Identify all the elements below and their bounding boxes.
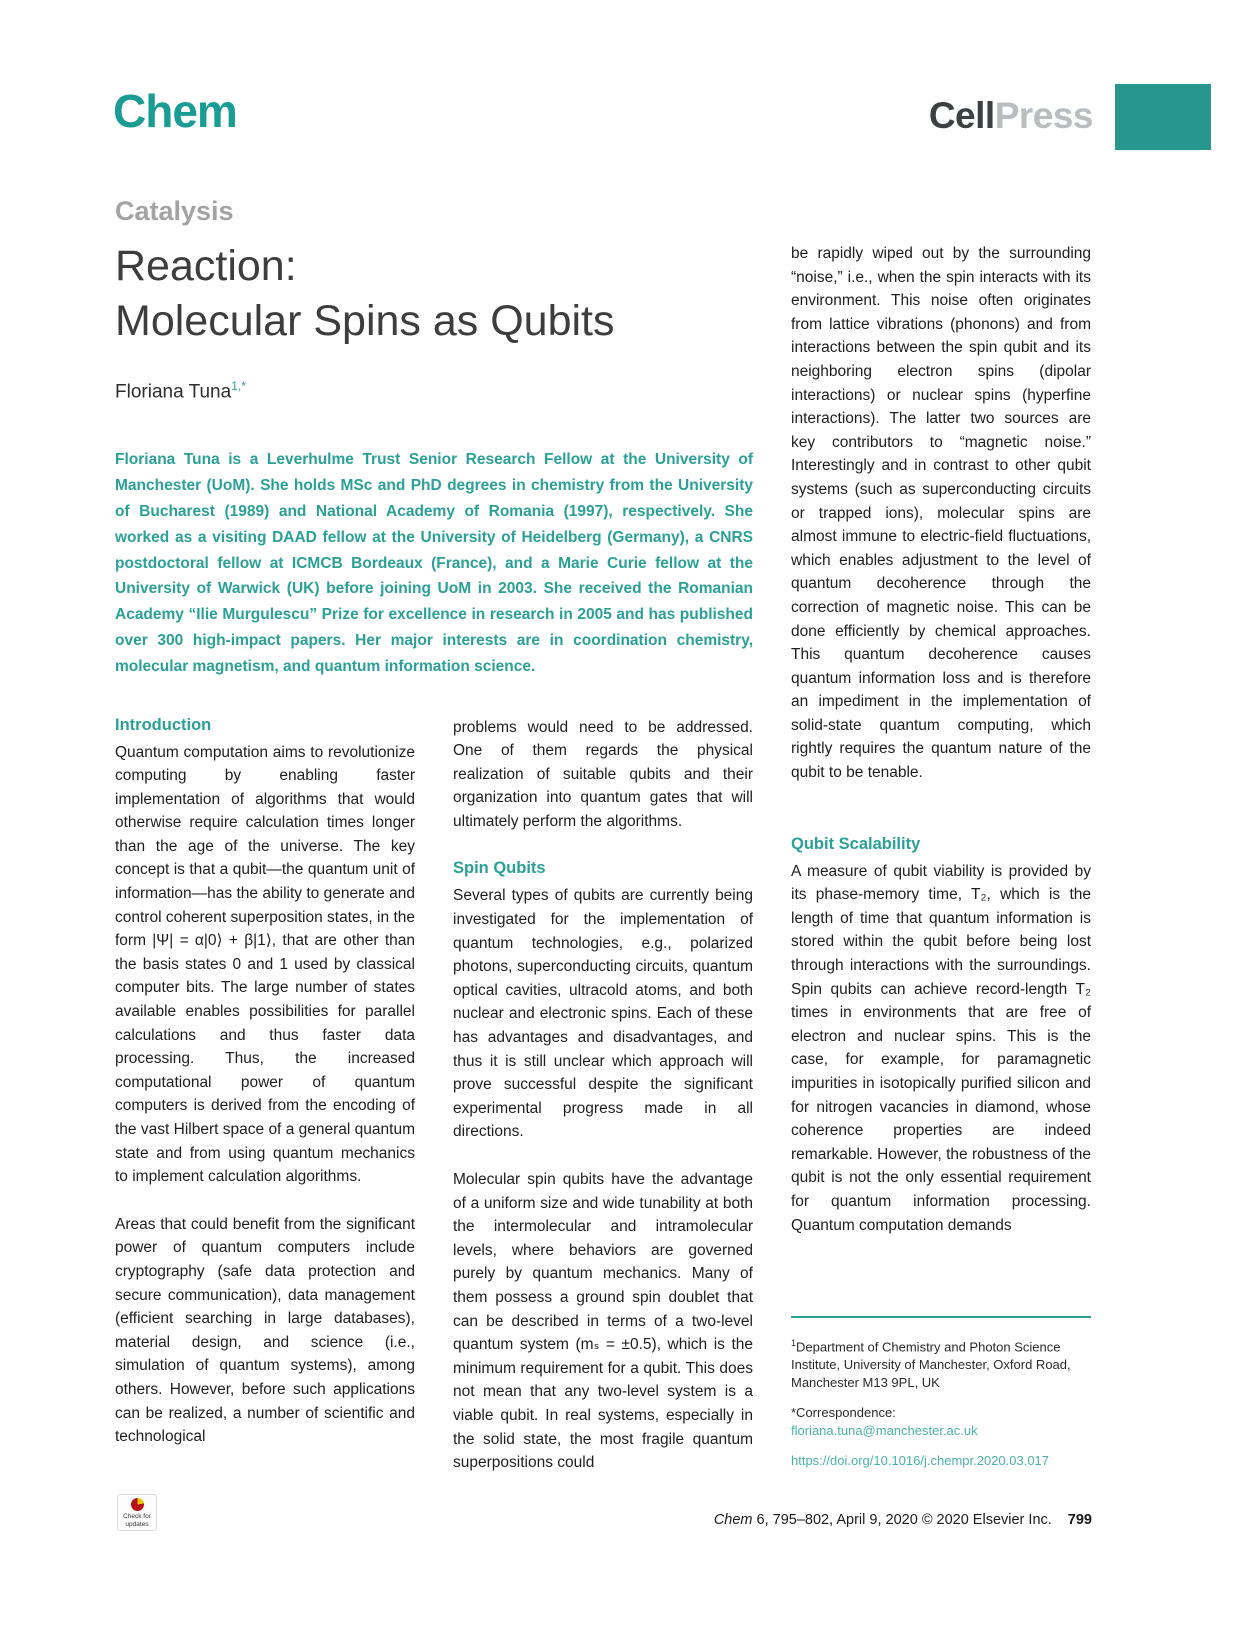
section-heading-qubit-scalability: Qubit Scalability — [791, 834, 921, 853]
author-name — [115, 379, 753, 403]
paragraph: problems would need to be addressed. One of them regards the physical realization of suitable qubits and their organization into quantum gates that will ultimately perform the algorithms. — [453, 718, 753, 830]
section-heading-introduction: Introduction — [115, 715, 212, 734]
correspondence-label: *Correspondence: — [791, 1405, 896, 1420]
footer-page-number: 799 — [1067, 1512, 1092, 1528]
author-bio: Floriana Tuna is a Leverhulme Trust Senior Research Fellow at the University of Manchester (UoM). She holds MSc and PhD degrees in chemistry from the University of Bucharest (1989) and National Academy of Romania (1997), respectively. She worked as a visiting DAAD fellow at the University of Heidelberg (Germany), a CNRS postdoctoral fellow at ICMCB Bordeaux (France), and a Marie Curie fellow at the University of Warwick (UK) before joining UoM in 2003. She received the Romanian Academy “Ilie Murgulescu” Prize for excellence in research in 2005 and has published over 300 high-impact papers. Her major interests are in coordination chemistry, molecular magnetism, and quantum information science. — [115, 451, 753, 675]
correspondence-email-link[interactable]: floriana.tuna@manchester.ac.uk — [791, 1423, 978, 1438]
article-category: Catalysis — [115, 196, 234, 226]
article-main — [115, 196, 753, 1499]
affiliation-text: Department of Chemistry and Photon Science Institute, University of Manchester, Oxford Road, Manchester M13 9PL, UK — [791, 1339, 1071, 1390]
author-affiliation-marker: 1,* — [231, 379, 246, 393]
check-for-updates-badge[interactable] — [117, 1494, 157, 1531]
column-middle — [453, 716, 753, 1499]
chem-journal-logo: Chem — [113, 85, 237, 137]
crossmark-icon — [131, 1498, 144, 1511]
section-heading-spin-qubits: Spin Qubits — [453, 859, 546, 878]
footer-citation-rest: 6, 795–802, April 9, 2020 © 2020 Elsevier Inc. — [752, 1512, 1052, 1528]
doi-link[interactable]: https://doi.org/10.1016/j.chempr.2020.03.017 — [791, 1453, 1050, 1468]
paragraph: Areas that could benefit from the significant power of quantum computers include cryptography (safe data protection and secure communication), data management (efficient searching in large databases), material design, and science (i.e., simulation of quantum systems), among others. However, before such applications can be realized, a number of scientific and technological — [115, 1215, 415, 1446]
cellpress-logo-press: Press — [994, 95, 1093, 136]
footnotes-block — [791, 1316, 1091, 1470]
corner-accent-block — [1115, 84, 1211, 150]
paragraph: Several types of qubits are currently being investigated for the implementation of quantum technologies, e.g., polarized photons, superconducting circuits, quantum optical cavities, ultracold atoms, and both nuclear and electronic spins. Each of these has advantages and disadvantages, and thus it is still unclear which approach will prove successful despite the significant experimental progress made in all directions. — [453, 887, 753, 1141]
affiliation-marker: 1 — [791, 1337, 797, 1348]
article-content — [115, 196, 1091, 1499]
page-footer — [714, 1512, 1092, 1528]
article-title-line2: Molecular Spins as Qubits — [115, 297, 615, 345]
cellpress-logo-cell: Cell — [928, 95, 995, 136]
body-columns — [115, 716, 753, 1499]
check-for-updates-label: Check for updates — [123, 1513, 151, 1528]
paragraph: A measure of qubit viability is provided by its phase-memory time, T₂, which is the length of time that quantum information is stored within the qubit before being lost through interactions with the surroundings. Spin qubits can achieve record-length T₂ times in environments that are free of electron and nuclear spins. This is the case, for example, for paramagnetic impurities in isotopically purified silicon and for nitrogen vacancies in diamond, whose coherence properties are indeed remarkable. However, the robustness of the qubit is not the only essential requirement for quantum information processing. Quantum computation demands — [791, 862, 1091, 1234]
doi-footnote — [791, 1452, 1091, 1470]
footnote-divider — [791, 1316, 1091, 1318]
correspondence-footnote — [791, 1404, 1091, 1440]
column-right — [791, 196, 1091, 1470]
author-name-text: Floriana Tuna — [115, 381, 232, 403]
cellpress-logo — [929, 95, 1093, 137]
column-left — [115, 716, 415, 1499]
paragraph: Quantum computation aims to revolutionize computing by enabling faster implementation of algorithms that would otherwise require calculation times longer than the age of the universe. The key concept is that a qubit—the quantum unit of information—has the ability to generate and control coherent superposition states, in the form |Ψ| = α|0⟩ + β|1⟩, that are other than the basis states 0 and 1 used by classical computer bits. The large number of states available enables possibilities for parallel calculations and thus faster data processing. Thus, the increased computational power of quantum computers is derived from the encoding of the vast Hilbert space of a general quantum state and from using quantum mechanics to implement calculation algorithms. — [115, 743, 415, 1186]
affiliation-footnote — [791, 1334, 1091, 1392]
footer-citation-journal: Chem — [713, 1512, 753, 1528]
paragraph: Molecular spin qubits have the advantage of a uniform size and wide tunability at both the intermolecular and intramolecular levels, where behaviors are governed purely by quantum mechanics. Many of them possess a ground spin doublet that can be described in terms of a two-level quantum system (mₛ = ±0.5), which is the minimum requirement for a qubit. This does not mean that any two-level system is a viable qubit. In real systems, especially in the solid state, the most fragile quantum superpositions could — [453, 1171, 753, 1472]
article-title-line1: Reaction: — [115, 242, 297, 290]
paragraph: be rapidly wiped out by the surrounding “noise,” i.e., when the spin interacts with its environment. This noise often originates from lattice vibrations (phonons) and from interactions between the spin qubit and its neighboring electron spins (dipolar interactions) or nuclear spins (hyperfine interactions). The latter two sources are key contributors to “magnetic noise.” Interestingly and in contrast to other qubit systems (such as superconducting circuits or trapped ions), molecular spins are almost immune to electric-field fluctuations, which enables adjustment to the level of quantum decoherence through the correction of magnetic noise. This can be done efficiently by chemical approaches. This quantum decoherence causes quantum information loss and is therefore an impediment in the implementation of solid-state quantum computing, which rightly requires the quantum nature of the qubit to be tenable. — [791, 245, 1091, 782]
article-title — [115, 239, 753, 349]
